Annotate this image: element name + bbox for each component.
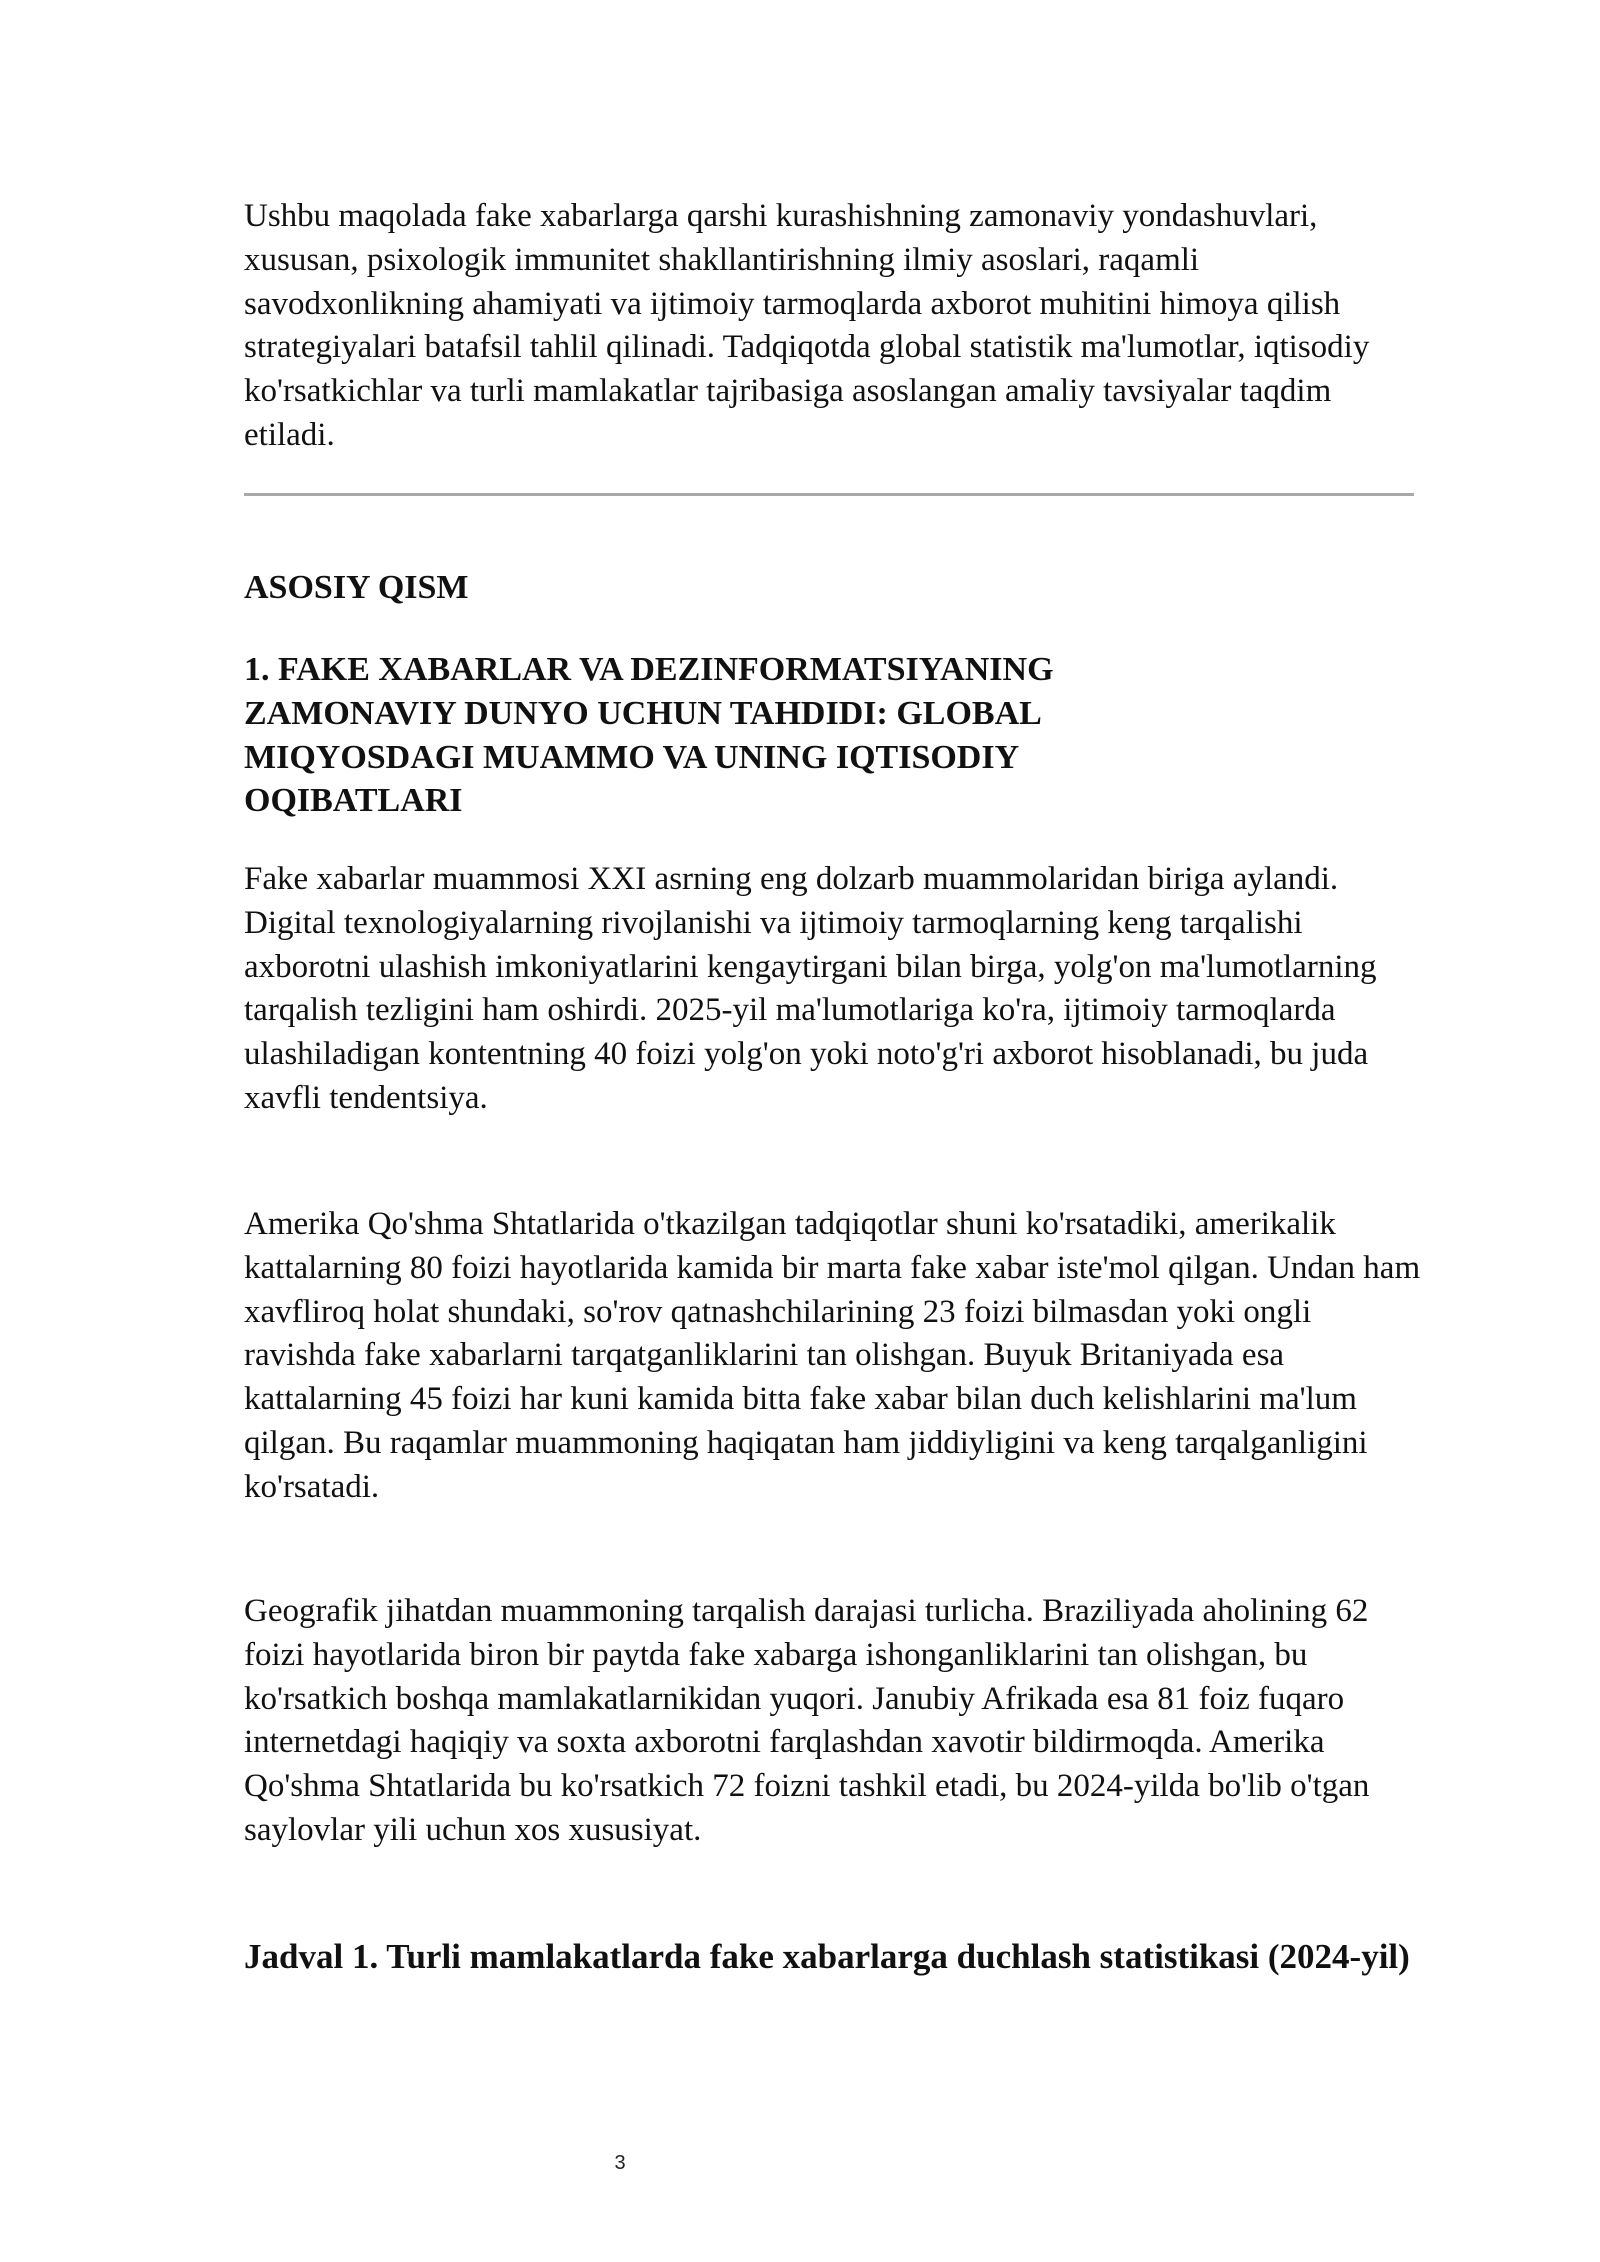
table-caption: Jadval 1. Turli mamlakatlarda fake xabarlarga duchlash statistikasi (2024-yil): [244, 1937, 1410, 1976]
body-paragraph: Amerika Qo'shma Shtatlarida o'tkazilgan tadqiqotlar shuni ko'rsatadiki, amerikalik kattalarning 80 foizi hayotlarida kamida bir marta fake xabar iste'mol qilgan. Undan ham xavfliroq holat shundaki, so'rov qatnashchilarining 23 foizi bilmasdan yoki ongli ravishda fake xabarlarni tarqatganliklarini tan olishgan. Buyuk Britaniyada esa kattalarning 45 foizi har kuni kamida bitta fake xabar bilan duch kelishlarini ma'lum qilgan. Bu raqamlar muammoning haqiqatan ham jiddiyligini va keng tarqalganligini ko'rsatadi.: [244, 1206, 1421, 1505]
body-paragraph: Geografik jihatdan muammoning tarqalish darajasi turlicha. Braziliyada aholining 62 foizi hayotlarida biron bir paytda fake xabarga ishonganliklarini tan olishgan, bu ko'rsatkich boshqa mamlakatlarnikidan yuqori. Janubiy Afrikada esa 81 foiz fuqaro internetdagi haqiqiy va soxta axborotni farqlashdan xavotir bildirmoqda. Amerika Qo'shma Shtatlarida bu ko'rsatkich 72 foizni tashkil etadi, bu 2024-yilda bo'lib o'tgan saylovlar yili uchun xos xususiyat.: [244, 1593, 1370, 1848]
intro-block: [244, 195, 1424, 458]
body-paragraph-2-block: [244, 1203, 1424, 1510]
intro-paragraph: Ushbu maqolada fake xabarlarga qarshi kurashishning zamonaviy yondashuvlari, xususan, psixologik immunitet shakllantirishning ilmiy asoslari, raqamli savodxonlikning ahamiyati va ijtimoiy tarmoqlarda axborot muhitini himoya qilish strategiyalari batafsil tahlil qilinadi. Tadqiqotda global statistik ma'lumotlar, iqtisodiy ko'rsatkichlar va turli mamlakatlar tajribasiga asoslangan amaliy tavsiyalar taqdim etiladi.: [244, 198, 1370, 453]
horizontal-divider: [244, 493, 1414, 496]
body-paragraph-1-block: [244, 858, 1424, 1121]
body-paragraph-3-block: [244, 1590, 1424, 1853]
chapter-title: 1. FAKE XABARLAR VA DEZINFORMATSIYANING ZAMONAVIY DUNYO UCHUN TAHDIDI: GLOBAL MIQYOSDAGI MUAMMO VA UNING IQTISODIY OQIBATLARI: [244, 651, 1054, 820]
page-number: 3: [614, 2152, 626, 2174]
section-title: ASOSIY QISM: [244, 569, 469, 606]
body-paragraph: Fake xabarlar muammosi XXI asrning eng dolzarb muammolaridan biriga aylandi. Digital texnologiyalarning rivojlanishi va ijtimoiy tarmoqlarning keng tarqalishi axborotni ulashish imkoniyatlarini kengaytirgani bilan birga, yolg'on ma'lumotlarning tarqalish tezligini ham oshirdi. 2025-yil ma'lumotlariga ko'ra, ijtimoiy tarmoqlarda ulashiladigan kontentning 40 foizi yolg'on yoki noto'g'ri axborot hisoblanadi, bu juda xavfli tendentsiya.: [244, 861, 1377, 1116]
